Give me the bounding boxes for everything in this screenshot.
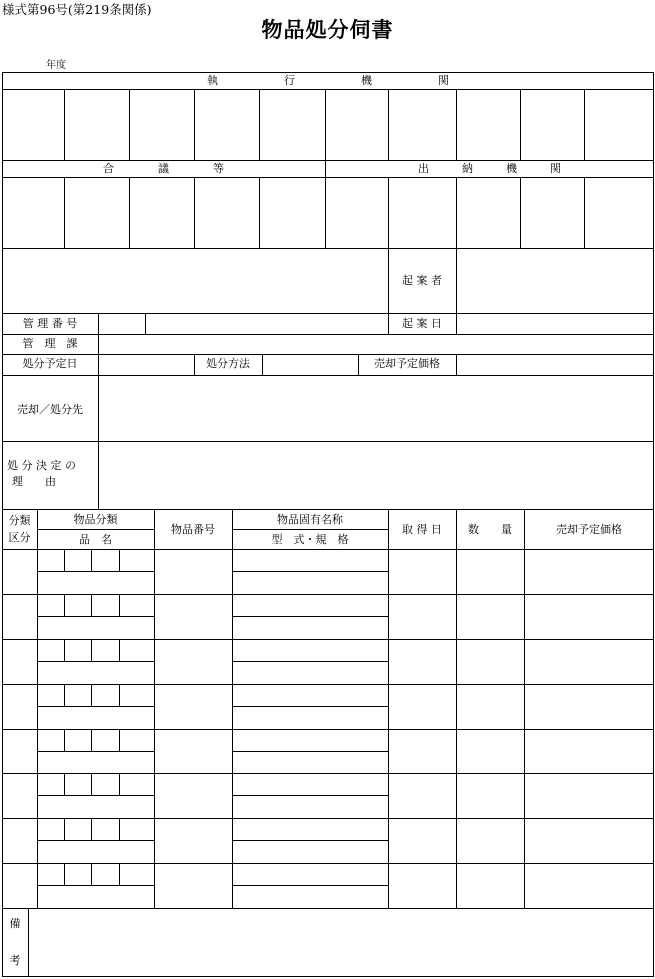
item-row-divider bbox=[2, 863, 654, 864]
item-column-divider bbox=[456, 509, 457, 908]
classification-code-divider bbox=[91, 549, 92, 571]
item-subrow-divider bbox=[232, 661, 388, 662]
item-subrow-divider bbox=[232, 840, 388, 841]
classification-code-divider bbox=[119, 684, 120, 706]
disbursement-section-header: 出 納 機 関 bbox=[418, 162, 561, 175]
item-column-divider bbox=[154, 509, 155, 908]
classification-code-divider bbox=[64, 818, 65, 840]
item-column-divider bbox=[388, 509, 389, 908]
classification-code-divider bbox=[64, 684, 65, 706]
seal-box-divider bbox=[129, 177, 130, 248]
classification-code-divider bbox=[91, 818, 92, 840]
seal-box-divider bbox=[325, 177, 326, 248]
classification-code-divider bbox=[64, 773, 65, 795]
item-row-divider bbox=[2, 818, 654, 819]
remarks-label-line2: 考 bbox=[9, 954, 21, 967]
classification-code-divider bbox=[64, 729, 65, 751]
seal-box-divider bbox=[194, 89, 195, 160]
item-subrow-divider bbox=[232, 751, 388, 752]
seal-box-divider bbox=[520, 177, 521, 248]
classification-code-divider bbox=[64, 639, 65, 661]
classification-code-divider bbox=[91, 594, 92, 616]
item-subrow-divider bbox=[37, 795, 154, 796]
planned-sale-price-label: 売却予定価格 bbox=[374, 357, 440, 370]
fiscal-year-label: 年度 bbox=[46, 60, 66, 71]
remarks-label-line1: 備 bbox=[9, 917, 21, 930]
form-number-label: 様式第96号(第219条関係) bbox=[2, 2, 152, 17]
item-subrow-divider bbox=[37, 661, 154, 662]
item-number-header: 物品番号 bbox=[171, 523, 215, 536]
seal-box-divider bbox=[584, 177, 585, 248]
item-name-header: 品 名 bbox=[79, 533, 112, 546]
item-row-divider bbox=[2, 773, 654, 774]
acquisition-date-header: 取 得 日 bbox=[402, 523, 442, 536]
seal-box-divider bbox=[194, 177, 195, 248]
classification-code-divider bbox=[91, 863, 92, 885]
classification-code-divider bbox=[91, 773, 92, 795]
seal-box-divider bbox=[388, 89, 389, 160]
classification-code-divider bbox=[64, 863, 65, 885]
item-classification-header: 物品分類 bbox=[73, 513, 118, 526]
disposal-request-form bbox=[2, 72, 654, 977]
seal-box-divider bbox=[64, 89, 65, 160]
item-subrow-divider bbox=[232, 616, 388, 617]
item-row-divider bbox=[2, 729, 654, 730]
classification-code-divider bbox=[91, 729, 92, 751]
seal-box-divider bbox=[456, 177, 457, 248]
item-column-divider bbox=[232, 509, 233, 908]
classification-code-divider bbox=[119, 594, 120, 616]
seal-box-divider bbox=[64, 177, 65, 248]
item-subrow-divider bbox=[37, 571, 154, 572]
seal-box-divider bbox=[388, 177, 389, 248]
classification-code-divider bbox=[119, 818, 120, 840]
category-header-line2: 区分 bbox=[8, 531, 31, 544]
disposal-reason-label-line2: 理 由 bbox=[12, 475, 56, 488]
classification-code-divider bbox=[119, 863, 120, 885]
item-subrow-divider bbox=[232, 795, 388, 796]
item-subrow-divider bbox=[232, 571, 388, 572]
item-row-divider bbox=[2, 684, 654, 685]
classification-code-divider bbox=[119, 549, 120, 571]
specific-name-header: 物品固有名称 bbox=[277, 513, 343, 526]
disposal-reason-label-line1: 処 分 決 定 の bbox=[7, 459, 76, 472]
draft-date-label: 起 案 日 bbox=[402, 317, 442, 330]
quantity-header: 数 量 bbox=[468, 523, 512, 536]
item-subrow-divider bbox=[232, 885, 388, 886]
drafter-label: 起 案 者 bbox=[402, 274, 442, 287]
item-subrow-divider bbox=[232, 706, 388, 707]
item-subrow-divider bbox=[37, 751, 154, 752]
item-subrow-divider bbox=[37, 706, 154, 707]
seal-box-divider bbox=[129, 89, 130, 160]
item-subrow-divider bbox=[37, 885, 154, 886]
seal-box-divider bbox=[259, 177, 260, 248]
planned-sale-price-header: 売却予定価格 bbox=[556, 523, 622, 536]
classification-code-divider bbox=[119, 639, 120, 661]
category-header-line1: 分類 bbox=[8, 514, 31, 527]
item-column-divider bbox=[524, 509, 525, 908]
classification-code-divider bbox=[119, 729, 120, 751]
disposal-method-label: 処分方法 bbox=[206, 357, 250, 370]
item-subrow-divider bbox=[37, 840, 154, 841]
model-spec-header: 型 式・規 格 bbox=[271, 533, 349, 546]
management-section-label: 管 理 課 bbox=[22, 337, 78, 350]
item-row-divider bbox=[2, 639, 654, 640]
classification-code-divider bbox=[91, 639, 92, 661]
seal-box-divider bbox=[259, 89, 260, 160]
seal-box-divider bbox=[325, 89, 326, 160]
planned-disposal-date-label: 処分予定日 bbox=[22, 357, 78, 370]
management-number-label: 管 理 番 号 bbox=[22, 317, 78, 330]
classification-code-divider bbox=[119, 773, 120, 795]
item-column-divider bbox=[37, 509, 38, 908]
seal-box-divider bbox=[520, 89, 521, 160]
consultation-section-header: 合 議 等 bbox=[103, 162, 224, 175]
item-subrow-divider bbox=[37, 616, 154, 617]
seal-box-divider bbox=[456, 89, 457, 160]
seal-box-divider bbox=[584, 89, 585, 160]
execution-section-header: 執 行 機 関 bbox=[207, 74, 449, 87]
page-title: 物品処分伺書 bbox=[261, 18, 394, 42]
classification-code-divider bbox=[91, 684, 92, 706]
sale-destination-label: 売却／処分先 bbox=[17, 403, 83, 416]
classification-code-divider bbox=[64, 549, 65, 571]
item-row-divider bbox=[2, 594, 654, 595]
classification-code-divider bbox=[64, 594, 65, 616]
